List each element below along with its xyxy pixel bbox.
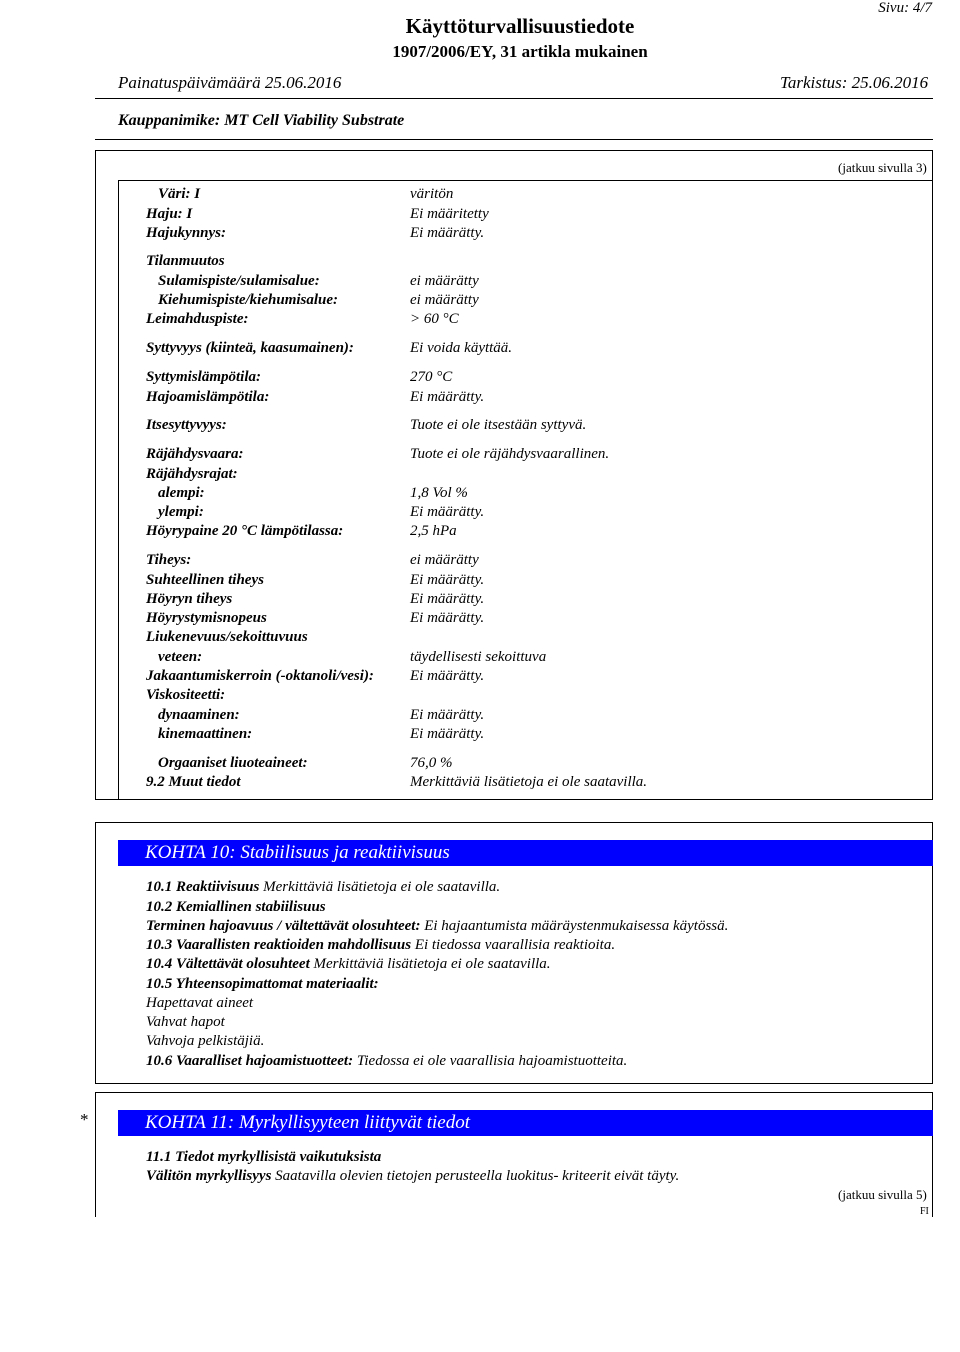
thermal-value: Ei hajaantumista määräystenmukaisessa käytössä. <box>424 918 729 934</box>
prop-value: Ei määrätty. <box>410 610 485 626</box>
toxicological-info-label: 11.1 Tiedot myrkyllisistä vaikutuksista <box>146 1149 382 1165</box>
prop-label: Viskositeetti: <box>146 687 226 703</box>
prop-value: Ei määrätty. <box>410 504 485 520</box>
prop-value: Tuote ei ole itsestään syttyvä. <box>410 417 587 433</box>
document-title: Käyttöturvallisuustiedote <box>405 14 635 38</box>
prop-value: 76,0 % <box>410 755 453 771</box>
stability-label: 10.2 Kemiallinen stabiilisuus <box>146 899 326 915</box>
prop-label: Leimahduspiste: <box>146 311 249 327</box>
prop-value: 1,8 Vol % <box>410 485 468 501</box>
prop-value: Ei määrätty. <box>410 726 485 742</box>
revision-date: Tarkistus: 25.06.2016 <box>780 73 929 92</box>
continued-to: (jatkuu sivulla 5) <box>838 1187 927 1202</box>
print-date: Painatuspäivämäärä 25.06.2016 <box>118 73 342 92</box>
prop-value: > 60 °C <box>410 311 459 327</box>
prop-label: Höyrypaine 20 °C lämpötilassa: <box>146 523 344 539</box>
prop-label: Räjähdysrajat: <box>146 466 238 482</box>
hazardous-reactions-label: 10.3 Vaarallisten reaktioiden mahdollisuus <box>146 937 412 953</box>
prop-value: Ei määrätty. <box>410 668 485 684</box>
prop-label: Jakaantumiskerroin (-oktanoli/vesi): <box>146 668 374 684</box>
header-divider <box>95 98 933 99</box>
acute-toxicity-label: Välitön myrkyllisyys <box>146 1168 272 1184</box>
prop-label: 9.2 Muut tiedot <box>146 774 241 790</box>
hazardous-reactions-line <box>146 937 615 954</box>
material-item: Vahvoja pelkistäjiä. <box>146 1033 265 1049</box>
prop-value: 270 °C <box>410 369 453 385</box>
prop-value: Ei voida käyttää. <box>410 340 513 356</box>
material-item: Hapettavat aineet <box>146 995 254 1011</box>
decomposition-products-line <box>146 1053 627 1070</box>
prop-value: Merkittäviä lisätietoja ei ole saatavilla. <box>410 774 648 790</box>
document-subtitle: 1907/2006/EY, 31 artikla mukainen <box>392 42 648 61</box>
prop-label: Höyrystymisnopeus <box>146 610 267 626</box>
prop-label: Hajukynnys: <box>146 225 227 241</box>
prop-label: Suhteellinen tiheys <box>146 572 264 588</box>
prop-label: Tiheys: <box>146 552 192 568</box>
language-code: FI <box>920 1206 929 1217</box>
prop-value: Ei määrätty. <box>410 707 485 723</box>
change-marker: * <box>80 1110 89 1129</box>
prop-value: 2,5 hPa <box>410 523 457 539</box>
conditions-value: Merkittäviä lisätietoja ei ole saatavilla. <box>313 956 551 972</box>
prop-value: ei määrätty <box>410 552 479 568</box>
thermal-decomposition-line <box>146 918 728 935</box>
hazardous-reactions-value: Ei tiedossa vaarallisia reaktioita. <box>414 937 616 953</box>
thermal-label: Terminen hajoavuus / vältettävät olosuhteet: <box>146 918 421 934</box>
prop-label: kinemaattinen: <box>158 726 253 742</box>
prop-label: Höyryn tiheys <box>146 591 233 607</box>
prop-label: Orgaaniset liuoteaineet: <box>158 755 308 771</box>
prop-value: Ei määritetty <box>410 206 489 222</box>
prop-label: Hajoamislämpötila: <box>146 389 270 405</box>
prop-value: Tuote ei ole räjähdysvaarallinen. <box>410 446 610 462</box>
incompatible-materials-label: 10.5 Yhteensopimattomat materiaalit: <box>146 976 379 992</box>
trade-name-divider <box>95 139 933 140</box>
prop-label: dynaaminen: <box>158 707 240 723</box>
prop-label: Sulamispiste/sulamisalue: <box>158 273 320 289</box>
prop-value: täydellisesti sekoittuva <box>410 649 547 665</box>
page-number: Sivu: 4/7 <box>878 0 932 16</box>
prop-value: Ei määrätty. <box>410 572 485 588</box>
acute-toxicity-value: Saatavilla olevien tietojen perusteella luokitus- kriteerit eivät täyty. <box>275 1168 680 1184</box>
prop-label: Haju: I <box>146 206 193 222</box>
material-item: Vahvat hapot <box>146 1014 225 1030</box>
prop-value: Ei määrätty. <box>410 591 485 607</box>
section-10-heading: KOHTA 10: Stabiilisuus ja reaktiivisuus <box>118 840 933 866</box>
conditions-to-avoid-line <box>146 956 551 973</box>
acute-toxicity-line <box>146 1168 679 1185</box>
prop-label: Syttyvyys (kiinteä, kaasumainen): <box>146 340 354 356</box>
prop-value: Ei määrätty. <box>410 225 485 241</box>
prop-label: Syttymislämpötila: <box>146 369 261 385</box>
section-11-heading: KOHTA 11: Myrkyllisyyteen liittyvät tiedot <box>118 1110 933 1136</box>
reactivity-label: 10.1 Reaktiivisuus <box>146 879 260 895</box>
prop-label: Väri: I <box>158 186 201 202</box>
prop-label: ylempi: <box>158 504 204 520</box>
reactivity-value: Merkittäviä lisätietoja ei ole saatavilla. <box>263 879 501 895</box>
prop-label: Kiehumispiste/kiehumisalue: <box>158 292 339 308</box>
prop-label: Liukenevuus/sekoittuvuus <box>146 629 308 645</box>
prop-label: Räjähdysvaara: <box>146 446 244 462</box>
trade-name: Kauppanimike: MT Cell Viability Substrate <box>118 112 405 129</box>
prop-value: Ei määrätty. <box>410 389 485 405</box>
prop-label: veteen: <box>158 649 203 665</box>
decomposition-label: 10.6 Vaaralliset hajoamistuotteet: <box>146 1053 354 1069</box>
prop-label: Itsesyttyvyys: <box>146 417 227 433</box>
prop-value: ei määrätty <box>410 292 479 308</box>
decomposition-value: Tiedossa ei ole vaarallisia hajoamistuotteita. <box>356 1053 628 1069</box>
reactivity-line <box>146 879 500 896</box>
prop-label: alempi: <box>158 485 205 501</box>
conditions-label: 10.4 Vältettävät olosuhteet <box>146 956 310 972</box>
prop-value: ei määrätty <box>410 273 479 289</box>
prop-value: väritön <box>410 186 454 202</box>
prop-label: Tilanmuutos <box>146 253 225 269</box>
continued-from: (jatkuu sivulla 3) <box>838 160 927 175</box>
